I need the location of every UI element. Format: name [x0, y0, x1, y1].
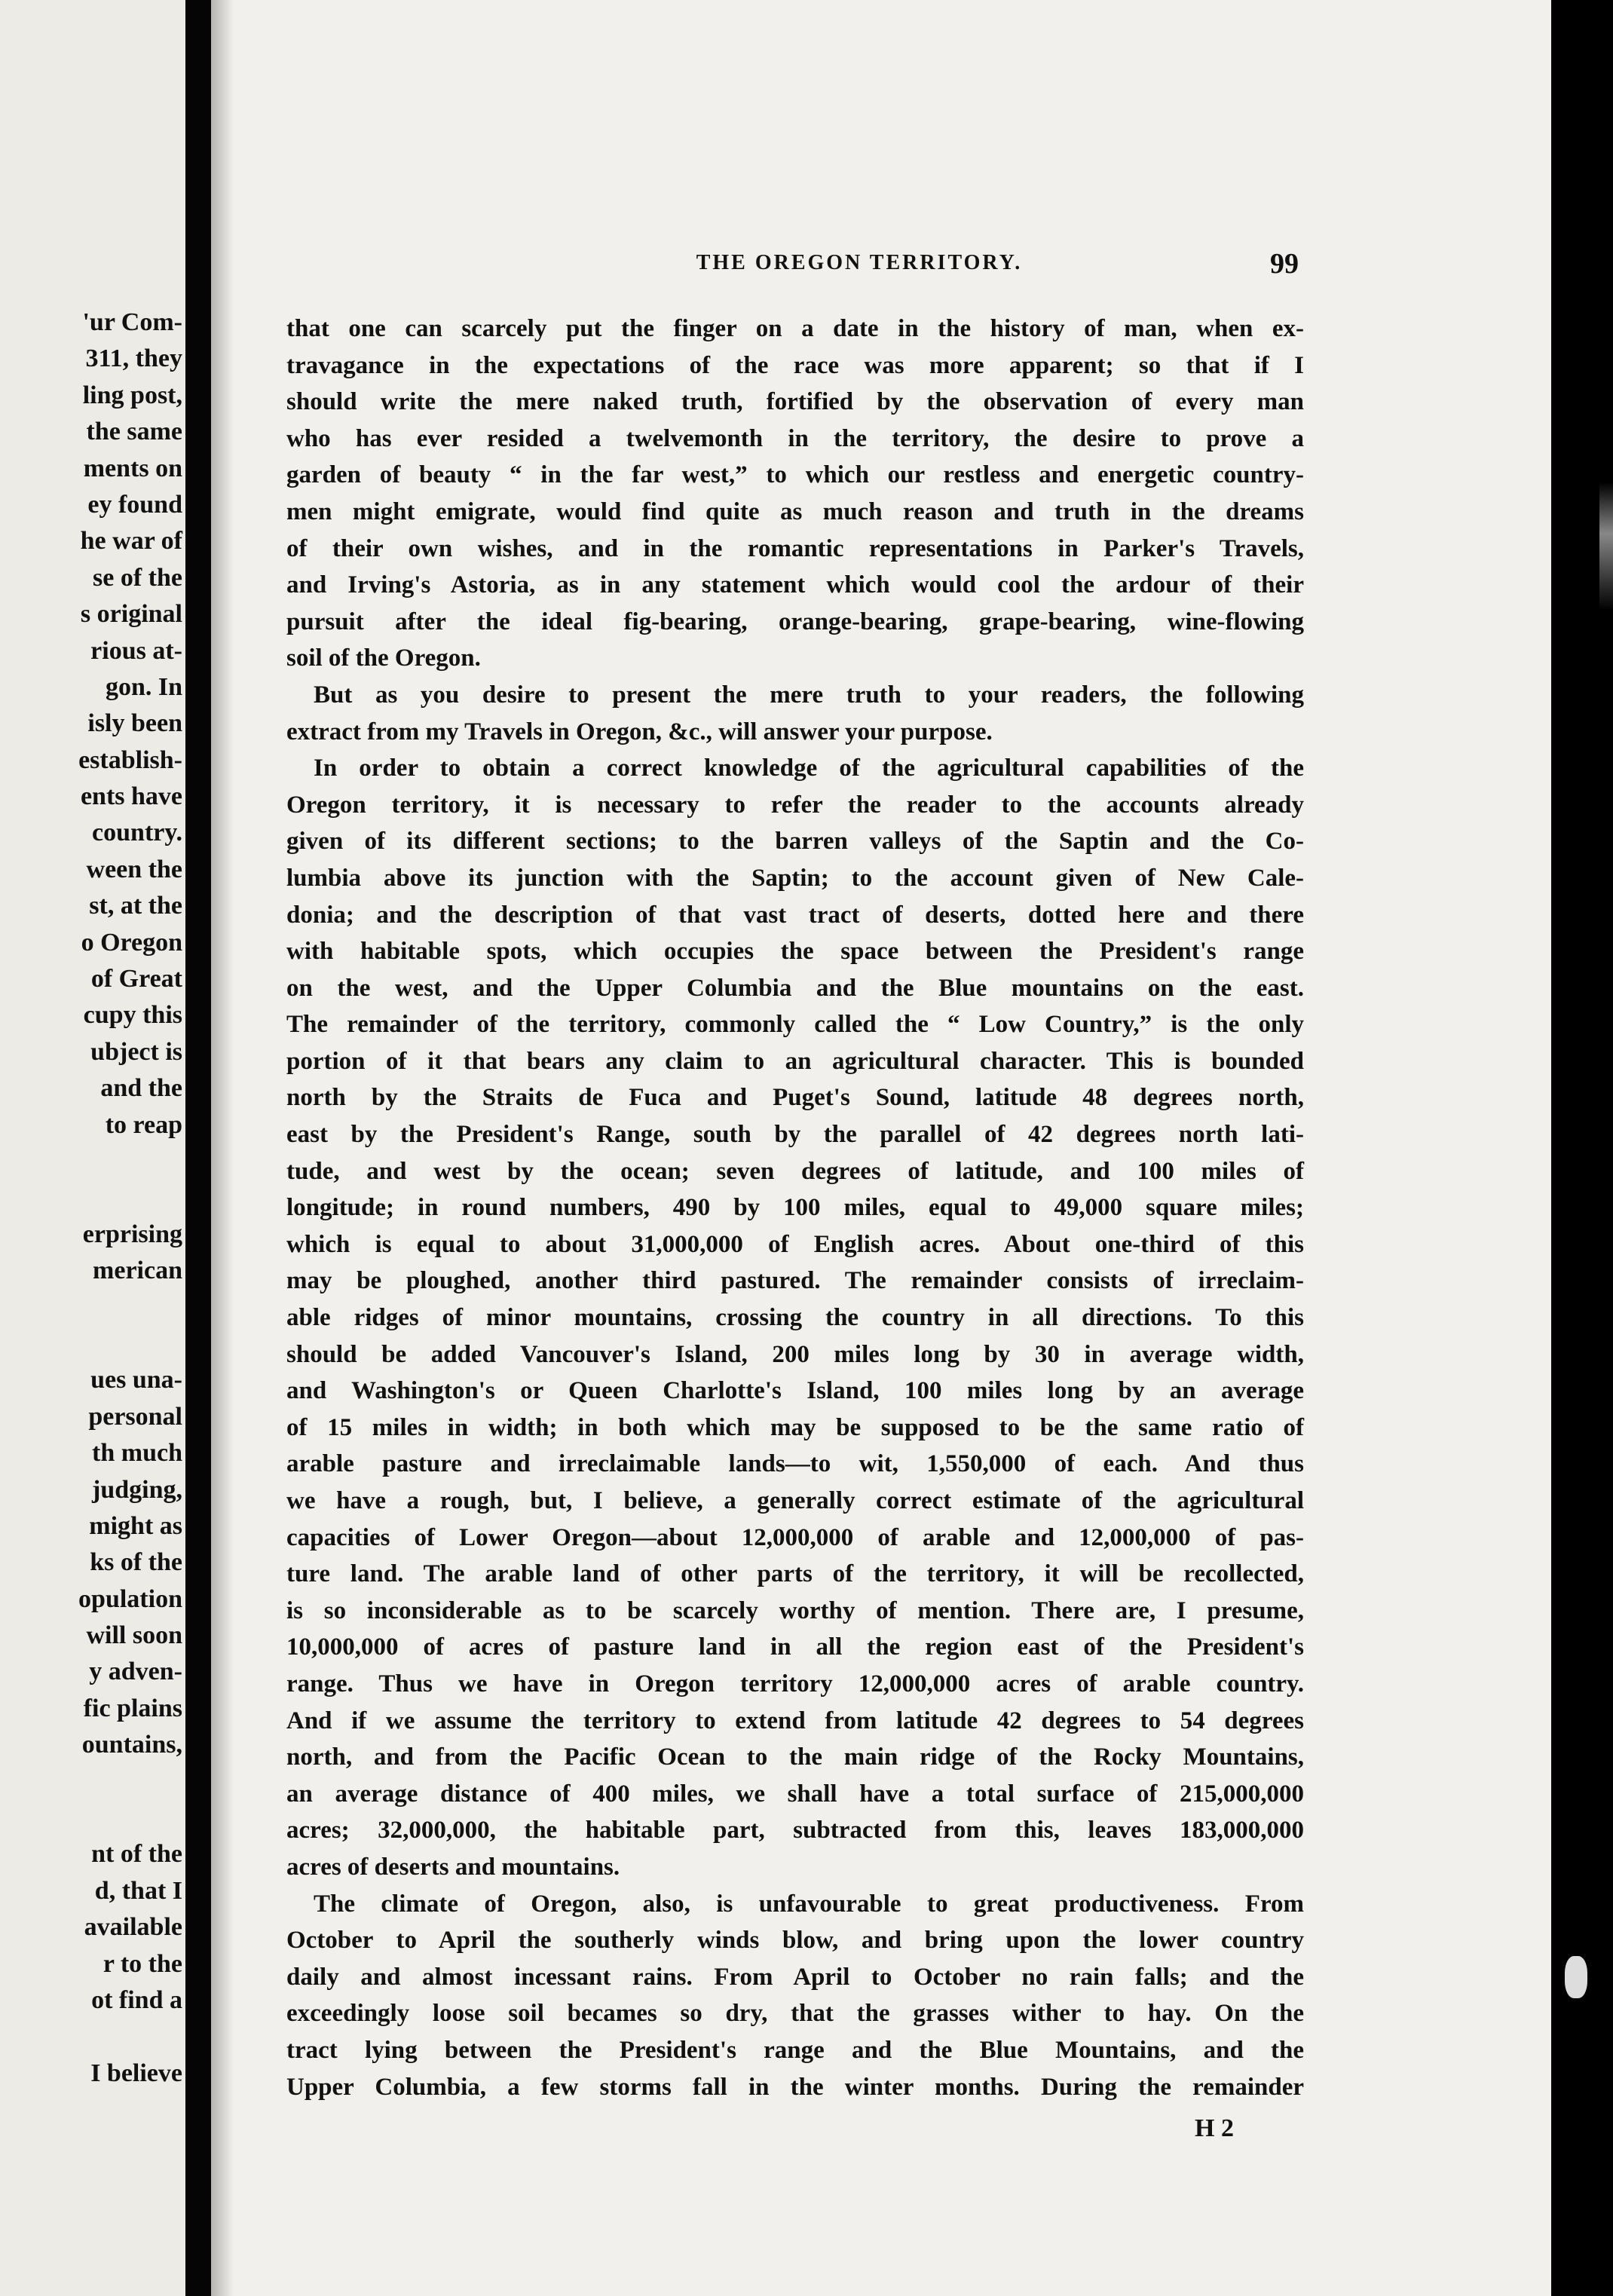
facing-page-line: ks of the	[90, 1548, 182, 1577]
facing-page-line: cupy this	[83, 1001, 182, 1030]
facing-page-line	[78, 1764, 182, 1800]
text-line: pursuit after the ideal fig-bearing, orange-bearing, grape-bearing, wine-flowing	[286, 608, 1304, 635]
facing-page-line: r to the	[103, 1949, 182, 1978]
text-line: arable pasture and irreclaimable lands—to wit, 1,550,000 of each. And thus	[286, 1450, 1304, 1478]
facing-page-line: ey found	[87, 490, 182, 519]
text-line: and Washington's or Queen Charlotte's Island, 100 miles long by an average	[286, 1377, 1304, 1405]
facing-page-line: 'ur Com-	[82, 308, 182, 336]
text-line: north, and from the Pacific Ocean to the main ridge of the Rocky Mountains,	[286, 1743, 1304, 1771]
text-line: tract lying between the President's range and the Blue Mountains, and the	[286, 2036, 1304, 2064]
facing-page-line: ween the	[86, 855, 182, 883]
facing-page-line: the same	[86, 418, 182, 446]
text-line: able ridges of minor mountains, crossing the country in all directions. To this	[286, 1304, 1304, 1332]
text-line: and Irving's Astoria, as in any statement which would cool the ardour of their	[286, 571, 1304, 599]
text-line: who has ever resided a twelvemonth in the territory, the desire to prove a	[286, 424, 1304, 452]
facing-page-line: opulation	[78, 1584, 182, 1613]
text-line: men might emigrate, would find quite as much reason and truth in the dreams	[286, 497, 1304, 525]
text-line: east by the President's Range, south by the parallel of 42 degrees north lati-	[286, 1121, 1304, 1149]
facing-page-line: ments on	[83, 454, 182, 482]
text-line: of 15 miles in width; in both which may be supposed to be the same ratio of	[286, 1413, 1304, 1441]
text-line: with habitable spots, which occupies the space between the President's range	[286, 938, 1304, 966]
page-number: 99	[1270, 248, 1299, 280]
facing-page-line: might as	[89, 1511, 182, 1540]
facing-page-line	[78, 1290, 182, 1326]
text-line: daily and almost incessant rains. From April to October no rain falls; and the	[286, 1963, 1304, 1991]
text-line: we have a rough, but, I believe, a generally correct estimate of the agricultural	[286, 1487, 1304, 1514]
text-line: of their own wishes, and in the romantic representations in Parker's Travels,	[286, 534, 1304, 562]
signature-mark: H 2	[1195, 2114, 1234, 2142]
facing-page-line: ents have	[80, 782, 182, 811]
facing-page-line: ues una-	[90, 1366, 182, 1394]
facing-page-line: isly been	[87, 709, 182, 738]
text-line: acres of deserts and mountains.	[286, 1853, 620, 1881]
page-edge-background	[1551, 0, 1613, 2296]
gutter-shadow	[211, 0, 234, 2296]
text-line: may be ploughed, another third pastured. The remainder consists of irreclaim-	[286, 1267, 1304, 1295]
facing-page-line: s original	[80, 600, 182, 629]
facing-page-line: fic plains	[83, 1694, 182, 1722]
facing-page-fragment	[0, 0, 185, 2296]
facing-page-line: ubject is	[90, 1037, 182, 1066]
text-line: north by the Straits de Fuca and Puget's Sound, latitude 48 degrees north,	[286, 1084, 1304, 1112]
facing-page-line: o Oregon	[81, 928, 182, 957]
facing-page-line	[78, 1326, 182, 1362]
facing-page-line: ling post,	[82, 381, 182, 409]
text-line: portion of it that bears any claim to an agricultural character. This is bounded	[286, 1047, 1304, 1075]
facing-page-line: erprising	[82, 1220, 182, 1248]
text-line: acres; 32,000,000, the habitable part, subtracted from this, leaves 183,000,000	[286, 1817, 1304, 1844]
facing-page-line: judging,	[92, 1475, 182, 1504]
facing-page-line: I believe	[90, 2059, 182, 2087]
facing-page-text	[78, 305, 182, 2092]
text-line: The remainder of the territory, commonly called the “ Low Country,” is the only	[286, 1011, 1304, 1039]
facing-page-line	[78, 1180, 182, 1216]
facing-page-line: merican	[93, 1257, 182, 1285]
facing-page-line: will soon	[86, 1621, 182, 1650]
text-line: is so inconsiderable as to be scarcely worthy of mention. There are, I presume,	[286, 1596, 1304, 1624]
facing-page-line: ountains,	[81, 1731, 182, 1759]
text-line: tude, and west by the ocean; seven degrees of latitude, and 100 miles of	[286, 1157, 1304, 1185]
facing-page-line: establish-	[78, 745, 182, 774]
text-line: 10,000,000 of acres of pasture land in all the region east of the President's	[286, 1633, 1304, 1661]
text-line: But as you desire to present the mere truth to your readers, the following	[314, 681, 1304, 709]
facing-page-line: and the	[100, 1074, 182, 1103]
facing-page-line: th much	[92, 1439, 182, 1468]
text-line: should write the mere naked truth, fortified by the observation of every man	[286, 388, 1304, 416]
facing-page-line: country.	[92, 819, 182, 847]
running-head: THE OREGON TERRITORY.	[696, 251, 1023, 274]
text-line: In order to obtain a correct knowledge of the agricultural capabilities of the	[314, 755, 1304, 782]
text-line: soil of the Oregon.	[286, 644, 481, 672]
facing-page-line: available	[84, 1913, 182, 1942]
text-line: October to April the southerly winds blow, and bring upon the lower country	[286, 1927, 1304, 1955]
text-line: given of its different sections; to the barren valleys of the Saptin and the Co-	[286, 828, 1304, 856]
facing-page-line	[78, 2019, 182, 2055]
facing-page-line: he war of	[80, 527, 182, 556]
text-line: extract from my Travels in Oregon, &c., will answer your purpose.	[286, 718, 993, 745]
facing-page-line: gon. In	[105, 672, 182, 701]
edge-artifact	[1565, 1956, 1587, 1998]
text-line: on the west, and the Upper Columbia and the Blue mountains on the east.	[286, 974, 1304, 1002]
facing-page-line	[78, 1143, 182, 1180]
text-line: which is equal to about 31,000,000 of English acres. About one-third of this	[286, 1230, 1304, 1258]
text-line: should be added Vancouver's Island, 200 miles long by 30 in average width,	[286, 1340, 1304, 1368]
facing-page-line: d, that I	[94, 1876, 182, 1905]
text-line: donia; and the description of that vast tract of deserts, dotted here and there	[286, 901, 1304, 929]
text-line: capacities of Lower Oregon—about 12,000,000 of arable and 12,000,000 of pas-	[286, 1523, 1304, 1551]
facing-page-line: rious at-	[90, 636, 182, 665]
text-line: exceedingly loose soil becames so dry, that the grasses wither to hay. On the	[286, 2000, 1304, 2028]
body-text	[286, 311, 1304, 2105]
facing-page-line	[78, 1800, 182, 1836]
facing-page-line: of Great	[90, 965, 182, 993]
text-line: ture land. The arable land of other parts of the territory, it will be recollected,	[286, 1560, 1304, 1588]
facing-page-line: st, at the	[89, 892, 182, 920]
text-line: And if we assume the territory to extend from latitude 42 degrees to 54 degrees	[286, 1707, 1304, 1734]
facing-page-line: nt of the	[91, 1840, 182, 1869]
text-line: an average distance of 400 miles, we shall have a total surface of 215,000,000	[286, 1780, 1304, 1808]
text-line: Upper Columbia, a few storms fall in the winter months. During the remainder	[286, 2073, 1304, 2101]
book-gutter	[185, 0, 211, 2296]
text-line: The climate of Oregon, also, is unfavourable to great productiveness. From	[314, 1890, 1304, 1918]
text-line: garden of beauty “ in the far west,” to which our restless and energetic country-	[286, 461, 1304, 489]
facing-page-line: to reap	[105, 1110, 182, 1139]
text-line: that one can scarcely put the finger on a date in the history of man, when ex-	[286, 315, 1304, 342]
facing-page-line: 311, they	[85, 344, 182, 373]
facing-page-line: personal	[88, 1402, 182, 1431]
facing-page-line: y adven-	[89, 1658, 182, 1686]
text-line: longitude; in round numbers, 490 by 100 miles, equal to 49,000 square miles;	[286, 1194, 1304, 1222]
edge-artifact	[1599, 482, 1613, 611]
text-line: Oregon territory, it is necessary to refer the reader to the accounts already	[286, 791, 1304, 819]
text-line: range. Thus we have in Oregon territory 12,000,000 acres of arable country.	[286, 1670, 1304, 1698]
facing-page-line: se of the	[93, 563, 182, 592]
text-line: travagance in the expectations of the race was more apparent; so that if I	[286, 351, 1304, 379]
text-line: lumbia above its junction with the Saptin; to the account given of New Cale-	[286, 864, 1304, 892]
facing-page-line: ot find a	[91, 1985, 182, 2014]
